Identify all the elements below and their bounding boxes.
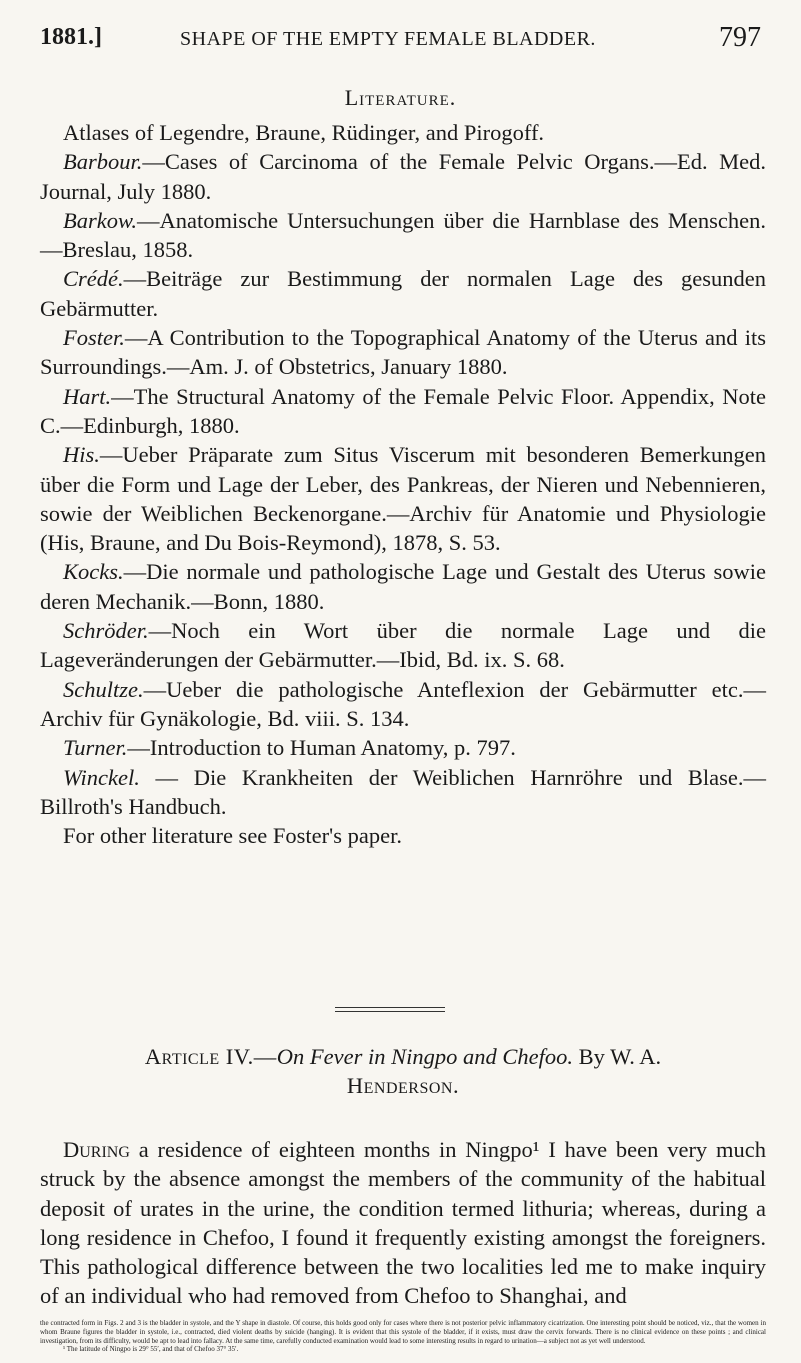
- section-heading: Literature.: [344, 85, 457, 110]
- page-number: 797: [719, 22, 761, 53]
- literature-entry: Kocks.—Die normale und pathologische Lage und Gestalt des Uterus sowie deren Mechanik.—Bonn, 1880.: [40, 559, 766, 614]
- article-author: Henderson.: [346, 1073, 460, 1099]
- body-paragraph: During a residence of eighteen months in Ningpo¹ I have been very much struck by the absence amongst the members of the community of the habitual deposit of urates in the urine, the condition termed lithuria; whereas, during a long residence in Chefoo, I found it frequently existing amongst the foreigners. This pathological difference between the two localities led me to make inquiry of an individual who had removed from Chefoo to Shanghai, and: [40, 1137, 766, 1309]
- section-divider: [335, 1007, 445, 1008]
- running-head-title: SHAPE OF THE EMPTY FEMALE BLADDER.: [180, 28, 596, 50]
- literature-entry: Barbour.—Cases of Carcinoma of the Female Pelvic Organs.—Ed. Med. Journal, July 1880.: [40, 149, 766, 204]
- literature-entry: Schröder.—Noch ein Wort über die normale Lage und die Lageveränderungen der Gebärmutter.—Ibid, Bd. ix. S. 68.: [40, 618, 766, 673]
- continued-footnote: the contracted form in Figs. 2 and 3 is the bladder in systole, and the Y shape in diastole. Of course, this holds good only for cases where there is not posterior pelvic inflammatory cicatrization. One interesting point should be noticed, viz., that the women in whom Braune figures the bladder in systole, i.e., contracted, died violent deaths by suicide (hanging). It is evident that this systole of the bladder, if it exists, must draw the cervix forwards. There is no clinical evidence on these points ; and clinical investigation, from its difficulty, would be apt to lead into fallacy. At the same time, carefully conducted examination would lead to some interesting results in regard to urination—a subject not as yet well understood.: [40, 1319, 766, 1345]
- literature-entry: Barkow.—Anatomische Untersuchungen über die Harnblase des Menschen.—Breslau, 1858.: [40, 207, 766, 263]
- literature-entry: Turner.—Introduction to Human Anatomy, p. 797.: [63, 735, 516, 761]
- literature-entry: Hart.—The Structural Anatomy of the Female Pelvic Floor. Appendix, Note C.—Edinburgh, 1880.: [40, 383, 766, 438]
- footnote: ¹ The latitude of Ningpo is 29° 55′, and that of Chefoo 37° 35′.: [63, 1345, 239, 1353]
- section-divider: [335, 1011, 445, 1012]
- literature-list: [40, 118, 766, 850]
- running-head-year: 1881.]: [40, 24, 102, 50]
- running-head: [40, 20, 761, 60]
- article-title: Article IV.—On Fever in Ningpo and Chefoo. By W. A. Henderson.: [144, 1044, 662, 1099]
- literature-entry: Schultze.—Ueber die pathologische Anteflexion der Gebärmutter etc.—Archiv für Gynäkologie, Bd. viii. S. 134.: [40, 676, 766, 731]
- literature-entry: Crédé.—Beiträge zur Bestimmung der normalen Lage des gesunden Gebärmutter.: [40, 266, 766, 321]
- literature-entry: Foster.—A Contribution to the Topographical Anatomy of the Uterus and its Surroundings.—Am. J. of Obstetrics, January 1880.: [40, 325, 766, 380]
- literature-entry: For other literature see Foster's paper.: [63, 823, 402, 849]
- literature-entry: Atlases of Legendre, Braune, Rüdinger, and Pirogoff.: [63, 120, 545, 145]
- literature-entry: Winckel. — Die Krankheiten der Weiblichen Harnröhre und Blase.—Billroth's Handbuch.: [40, 764, 766, 819]
- literature-entry: His.—Ueber Präparate zum Situs Viscerum mit besonderen Bemerkungen über die Form und Lage der Leber, des Pankreas, der Nieren und Nebennieren, sowie der Weiblichen Beckenorgane.—Archiv für Anatomie und Physiologie (His, Braune, and Du Bois-Reymond), 1878, S. 53.: [40, 442, 766, 556]
